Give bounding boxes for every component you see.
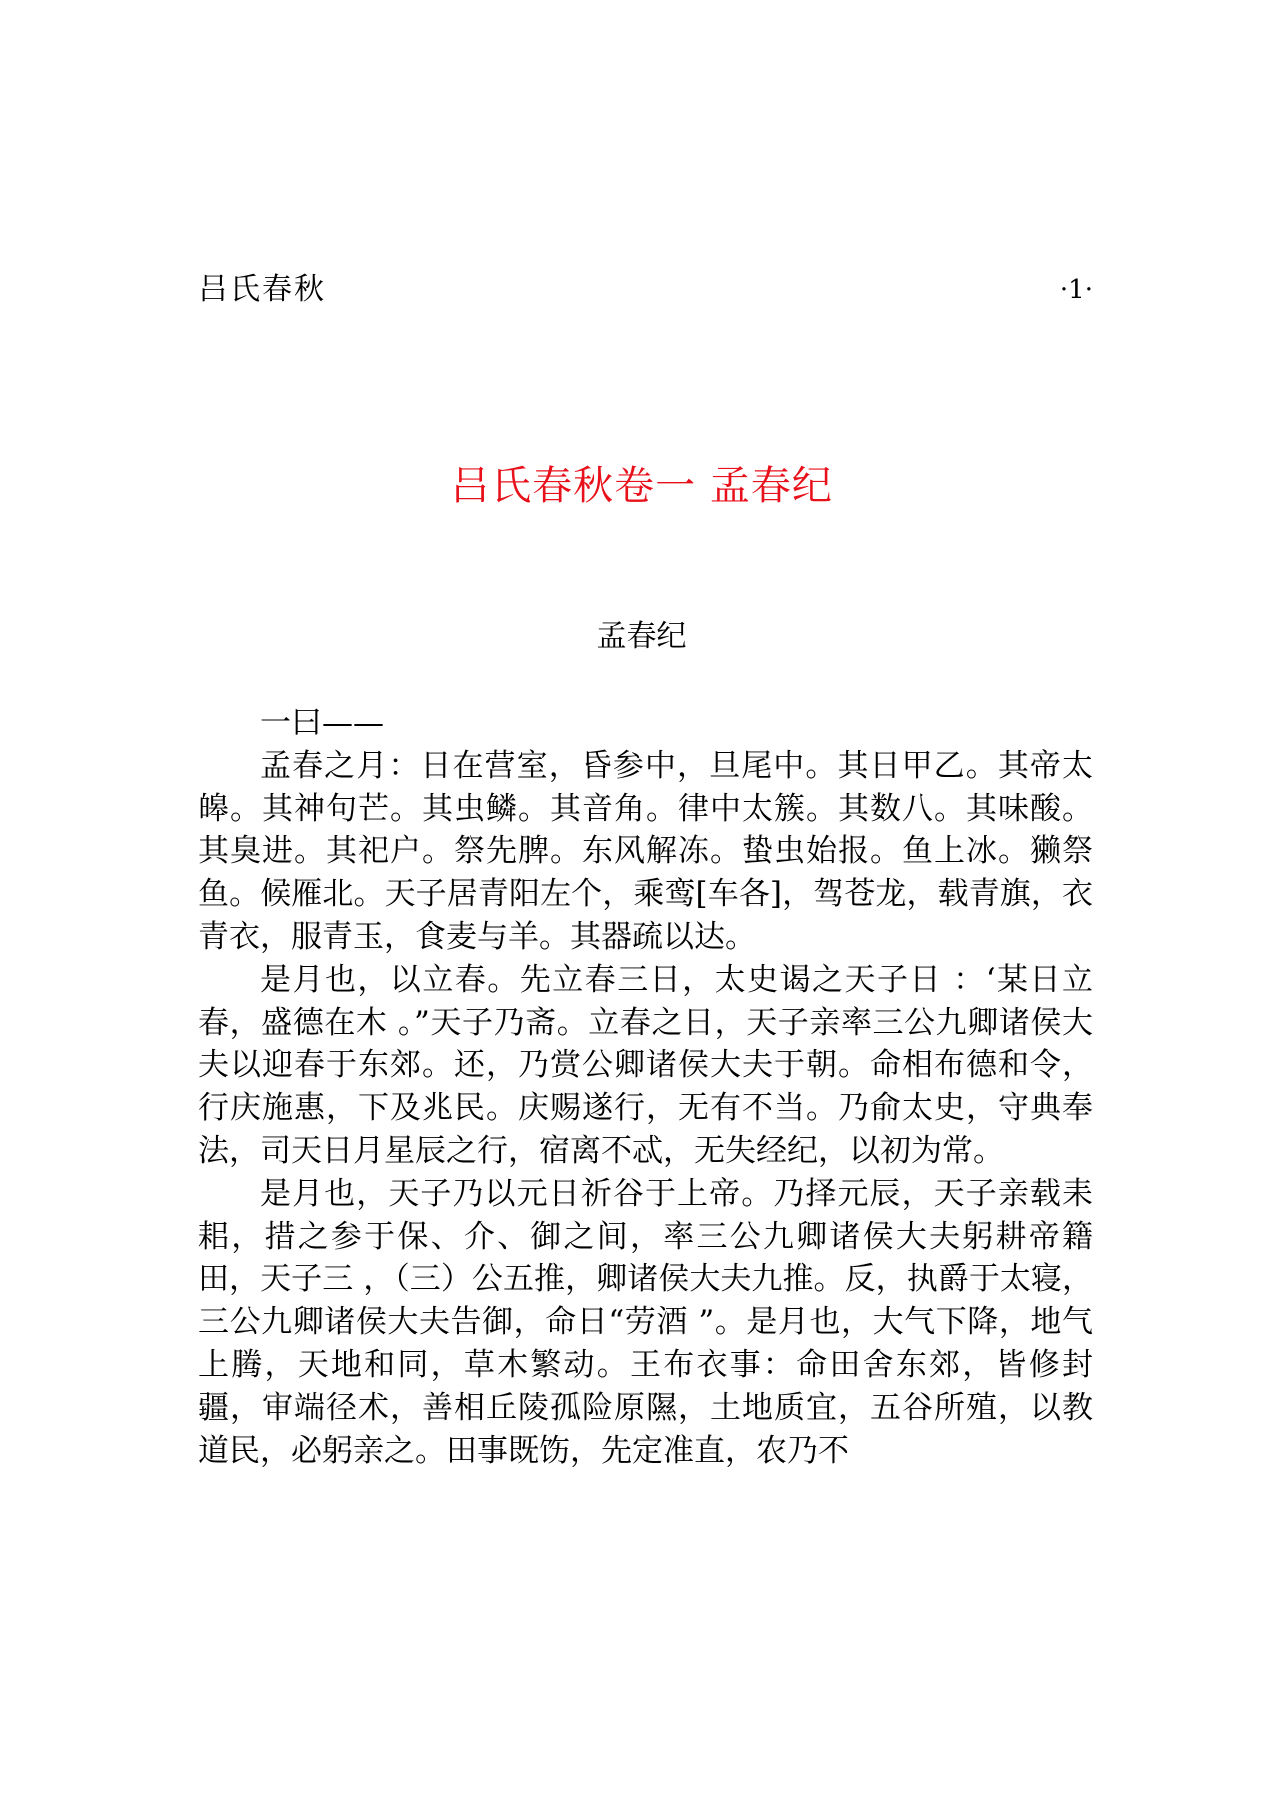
body-text bbox=[198, 702, 1093, 1472]
section-title: 孟春纪 bbox=[596, 619, 687, 654]
chapter-title: 吕氏春秋卷一 孟春纪 bbox=[450, 463, 833, 509]
running-header bbox=[198, 270, 1093, 310]
paragraph-intro: 一曰—— bbox=[260, 705, 384, 741]
paragraph: 是月也，以立春。先立春三日，太史谒之天子日 ：‘某日立春，盛德在木 。”天子乃斋。立春之日，天子亲率三公九卿诸侯大夫以迎春于东郊。还，乃赏公卿诸侯大夫于朝。命相布德和令，行庆施惠，下及兆民。庆赐遂行，无有不当。乃俞太史，守典奉法，司天日月星辰之行，宿离不忒，无失经纪，以初为常。 bbox=[198, 961, 1093, 1169]
page-number: ·1· bbox=[1059, 275, 1093, 305]
running-title: 吕氏春秋 bbox=[198, 272, 326, 307]
paragraph: 孟春之月：日在营室，昏参中，旦尾中。其日甲乙。其帝太皞。其神句芒。其虫鳞。其音角。律中太簇。其数八。其味酸。其臭进。其祀户。祭先脾。东风解冻。蛰虫始报。鱼上冰。獭祭鱼。候雁北。天子居青阳左个，乘鸾[车各]，驾苍龙，载青旗，衣青衣，服青玉，食麦与羊。其器疏以达。 bbox=[198, 747, 1093, 955]
paragraph: 是月也，天子乃以元日祈谷于上帝。乃择元辰，天子亲载耒耜，措之参于保、介、御之间，率三公九卿诸侯大夫躬耕帝籍田，天子三 ，（三）公五推，卿诸侯大夫九推。反，执爵于太寝，三公九卿诸侯大夫告御，命日“劳酒 ”。是月也，大气下降，地气上腾，天地和同，草木繁动。王布衣事：命田舍东郊，皆修封疆，审端径术，善相丘陵孤险原隰，土地质宜，五谷所殖，以教道民，必躬亲之。田事既饬，先定准直，农乃不 bbox=[198, 1175, 1093, 1469]
